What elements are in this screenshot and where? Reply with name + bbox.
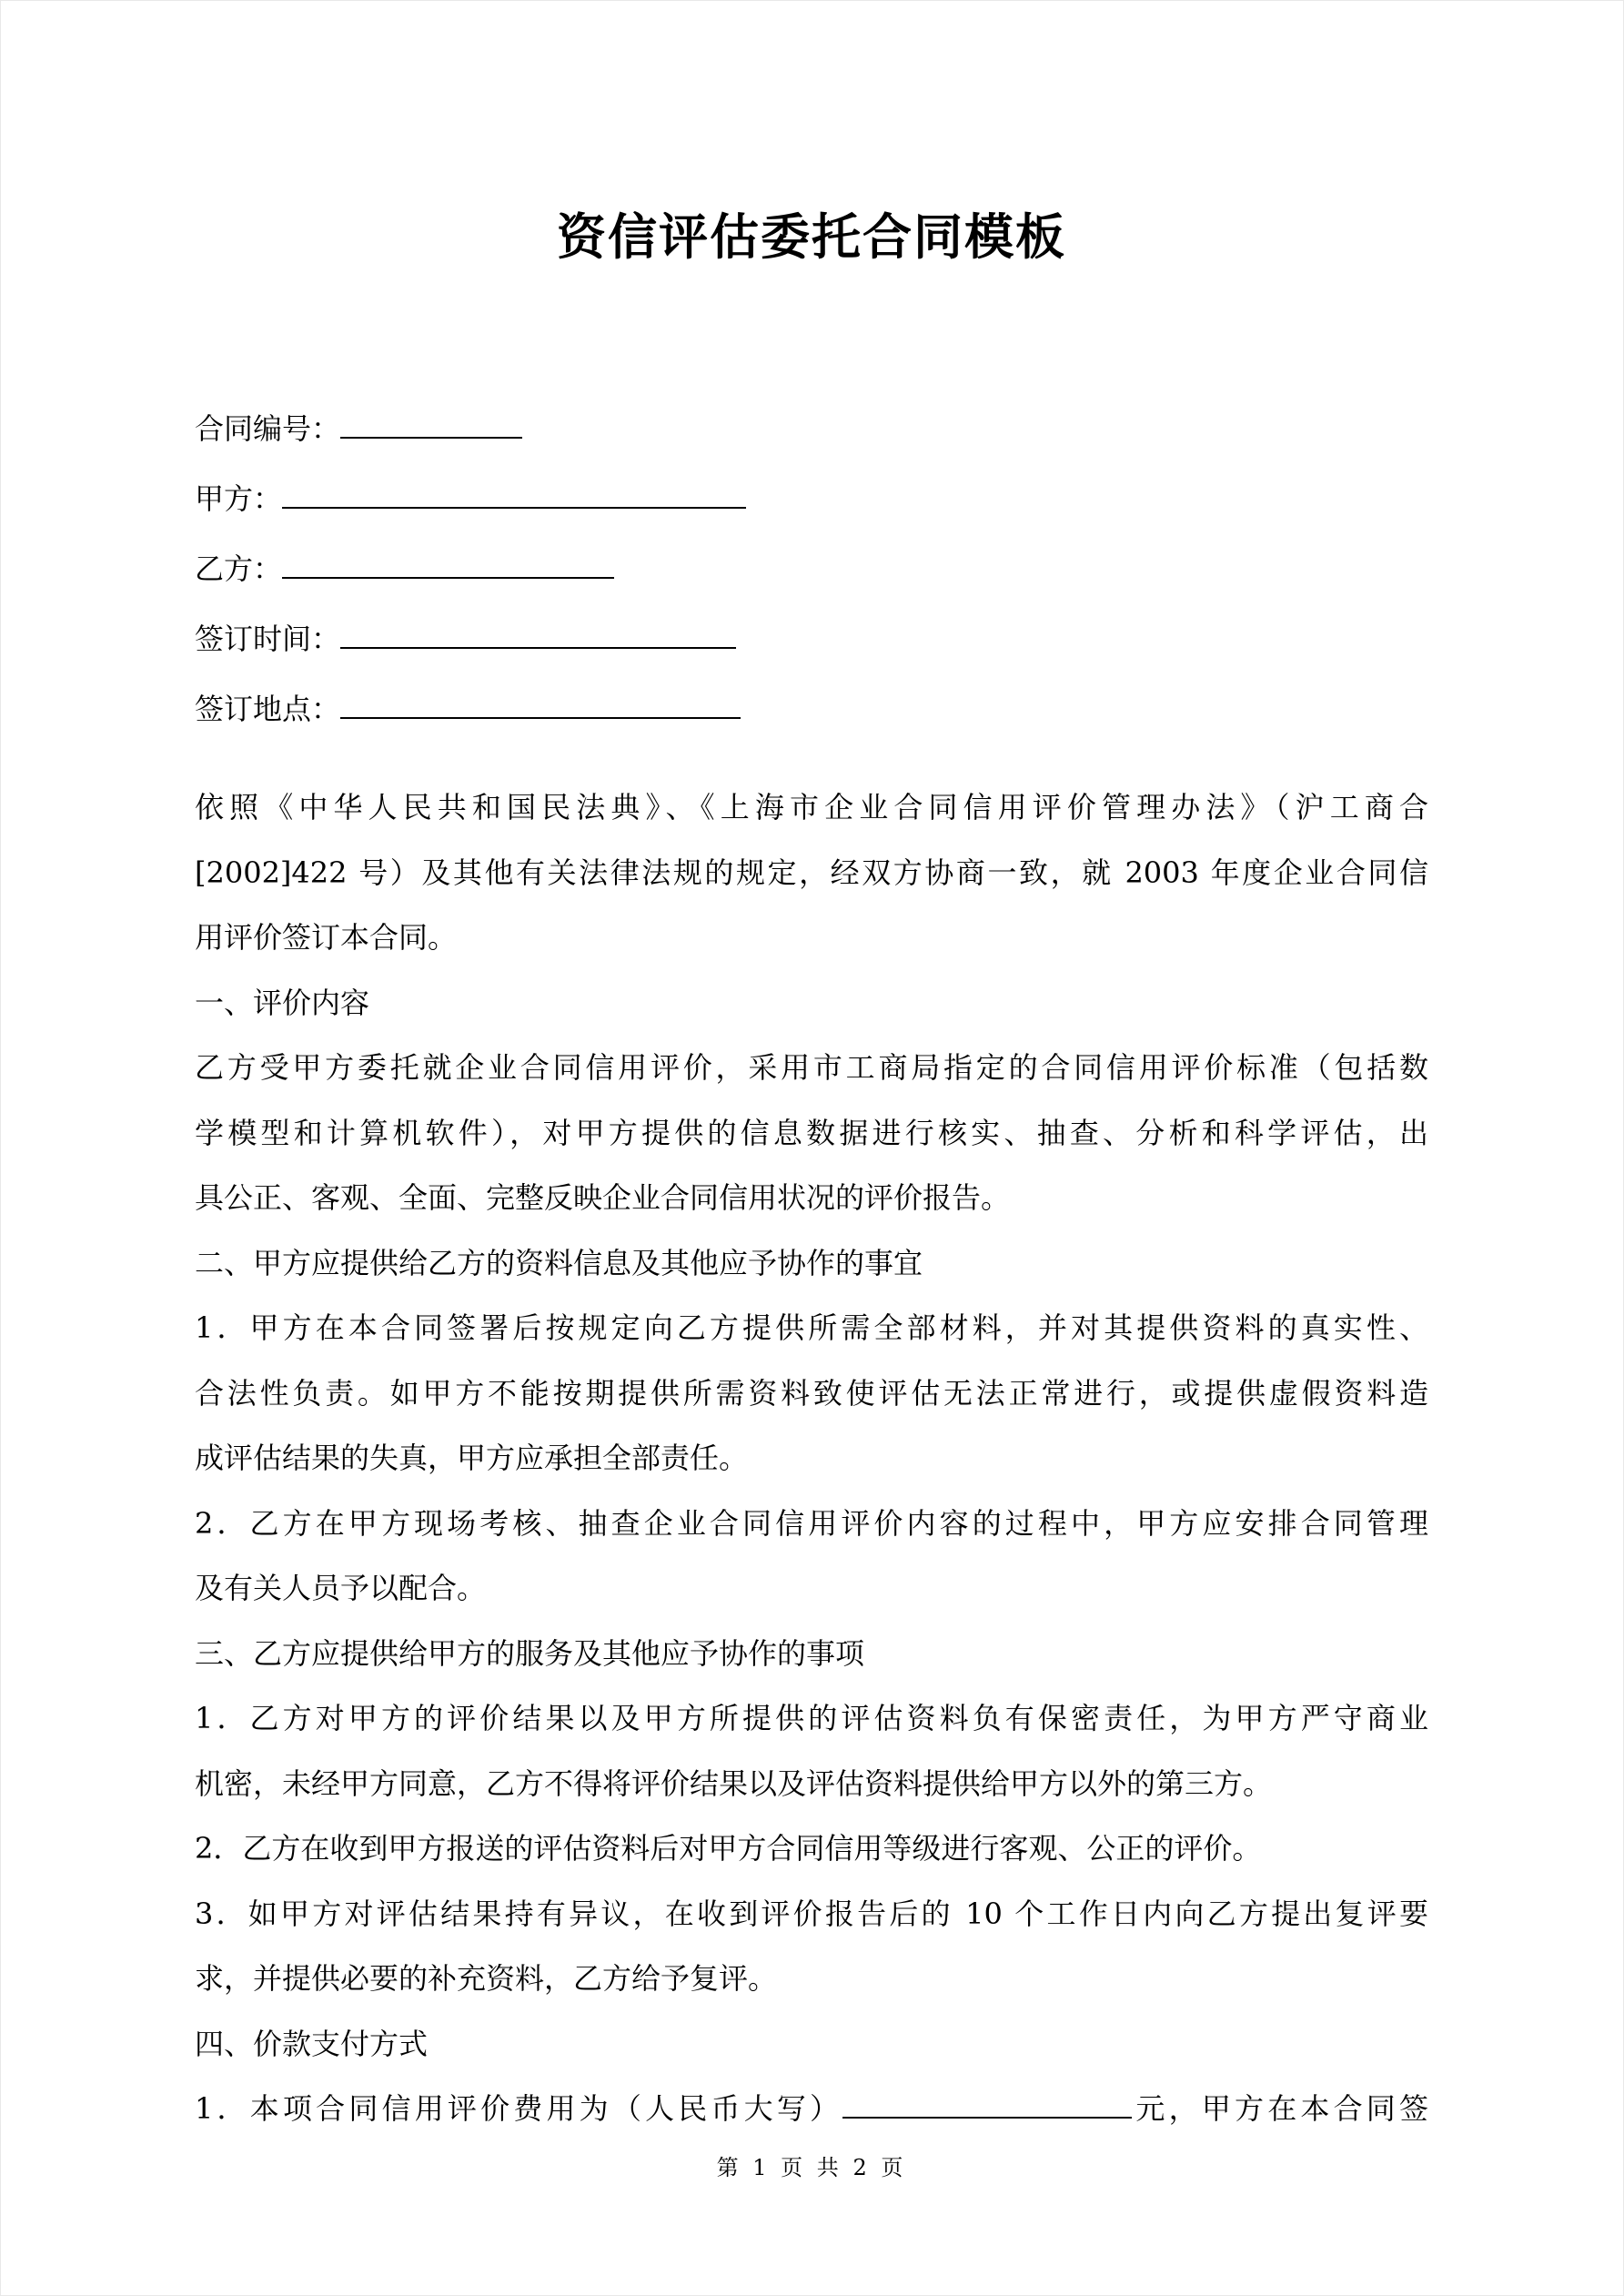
body-line — [195, 1816, 1428, 1882]
body-text: 四、价款支付方式 — [195, 2026, 429, 2061]
field-label: 乙方： — [195, 551, 283, 586]
body-text: 一、评价内容 — [195, 985, 370, 1020]
field-label: 签订地点： — [195, 692, 341, 726]
body-line — [195, 1426, 1428, 1492]
fill-in-blank[interactable] — [340, 406, 522, 439]
body-line — [195, 2077, 1428, 2142]
fill-in-blank[interactable] — [340, 616, 736, 649]
body-line — [195, 1882, 1428, 1947]
body-line — [195, 1492, 1428, 1557]
body-text: 成评估结果的失真，甲方应承担全部责任。 — [195, 1441, 749, 1475]
body-line — [195, 1036, 1428, 1101]
body-line — [195, 2012, 1428, 2078]
body-text: 二、甲方应提供给乙方的资料信息及其他应予协作的事宜 — [195, 1245, 923, 1280]
document-title: 资信评估委托合同模板 — [557, 207, 1066, 266]
body-text: 2．乙方在甲方现场考核、抽查企业合同信用评价内容的过程中，甲方应安排合同管理 — [195, 1505, 1428, 1541]
body-line — [195, 1556, 1428, 1622]
body-line — [195, 1752, 1428, 1817]
body-line — [195, 1361, 1428, 1427]
body-text: 学模型和计算机软件），对甲方提供的信息数据进行核实、抽查、分析和科学评估，出 — [195, 1115, 1428, 1150]
body-line — [195, 1296, 1428, 1361]
page-number-footer: 第 1 页 共 2 页 — [716, 2154, 907, 2180]
body-text: 具公正、客观、全面、完整反映企业合同信用状况的评价报告。 — [195, 1180, 1011, 1215]
form-field-row — [195, 464, 1428, 534]
body-text: 机密，未经甲方同意，乙方不得将评价结果以及评估资料提供给甲方以外的第三方。 — [195, 1765, 1273, 1801]
form-field-row — [195, 534, 1428, 604]
field-label: 甲方： — [195, 481, 283, 516]
body-line — [195, 775, 1428, 841]
contract-header-fields — [195, 394, 1428, 744]
body-line — [195, 1231, 1428, 1297]
fill-in-blank[interactable] — [842, 2086, 1132, 2119]
field-label: 合同编号： — [195, 411, 341, 446]
body-line — [195, 1622, 1428, 1687]
body-text: 2．乙方在收到甲方报送的评估资料后对甲方合同信用等级进行客观、公正的评价。 — [195, 1831, 1262, 1866]
body-text: 三、乙方应提供给甲方的服务及其他应予协作的事项 — [195, 1635, 865, 1671]
body-line — [195, 1101, 1428, 1167]
body-text: 1．本项合同信用评价费用为（人民币大写） — [195, 2091, 843, 2126]
form-field-row — [195, 394, 1428, 464]
body-line — [195, 841, 1428, 906]
body-line — [195, 905, 1428, 971]
body-line — [195, 1166, 1428, 1231]
fill-in-blank[interactable] — [282, 476, 746, 509]
form-field-row — [195, 674, 1428, 744]
body-text: 元，甲方在本合同签 — [1132, 2091, 1428, 2126]
body-text: 3．如甲方对评估结果持有异议，在收到评价报告后的 10 个工作日内向乙方提出复评要 — [195, 1896, 1428, 1931]
body-text: 依照《中华人民共和国民法典》、《上海市企业合同信用评价管理办法》（沪工商合 — [195, 790, 1428, 824]
body-text: 及有关人员予以配合。 — [195, 1571, 487, 1605]
body-line — [195, 1686, 1428, 1752]
fill-in-blank[interactable] — [340, 686, 741, 719]
body-text: 合法性负责。如甲方不能按期提供所需资料致使评估无法正常进行，或提供虚假资料造 — [195, 1375, 1428, 1411]
field-label: 签订时间： — [195, 622, 341, 656]
fill-in-blank[interactable] — [282, 546, 614, 579]
body-text: 乙方受甲方委托就企业合同信用评价，采用市工商局指定的合同信用评价标准（包括数 — [195, 1050, 1428, 1085]
body-text: 1．乙方对甲方的评价结果以及甲方所提供的评估资料负有保密责任，为甲方严守商业 — [195, 1701, 1428, 1735]
form-field-row — [195, 604, 1428, 674]
body-line — [195, 1947, 1428, 2012]
body-text: 求，并提供必要的补充资料，乙方给予复评。 — [195, 1961, 778, 1996]
body-text: 1．甲方在本合同签署后按规定向乙方提供所需全部材料，并对其提供资料的真实性、 — [195, 1310, 1428, 1345]
body-line — [195, 971, 1428, 1037]
body-text: [2002]422 号）及其他有关法律法规的规定，经双方协商一致，就 2003 年度企业合同信 — [195, 855, 1428, 890]
body-text: 用评价签订本合同。 — [195, 920, 458, 955]
contract-body — [195, 775, 1428, 2142]
